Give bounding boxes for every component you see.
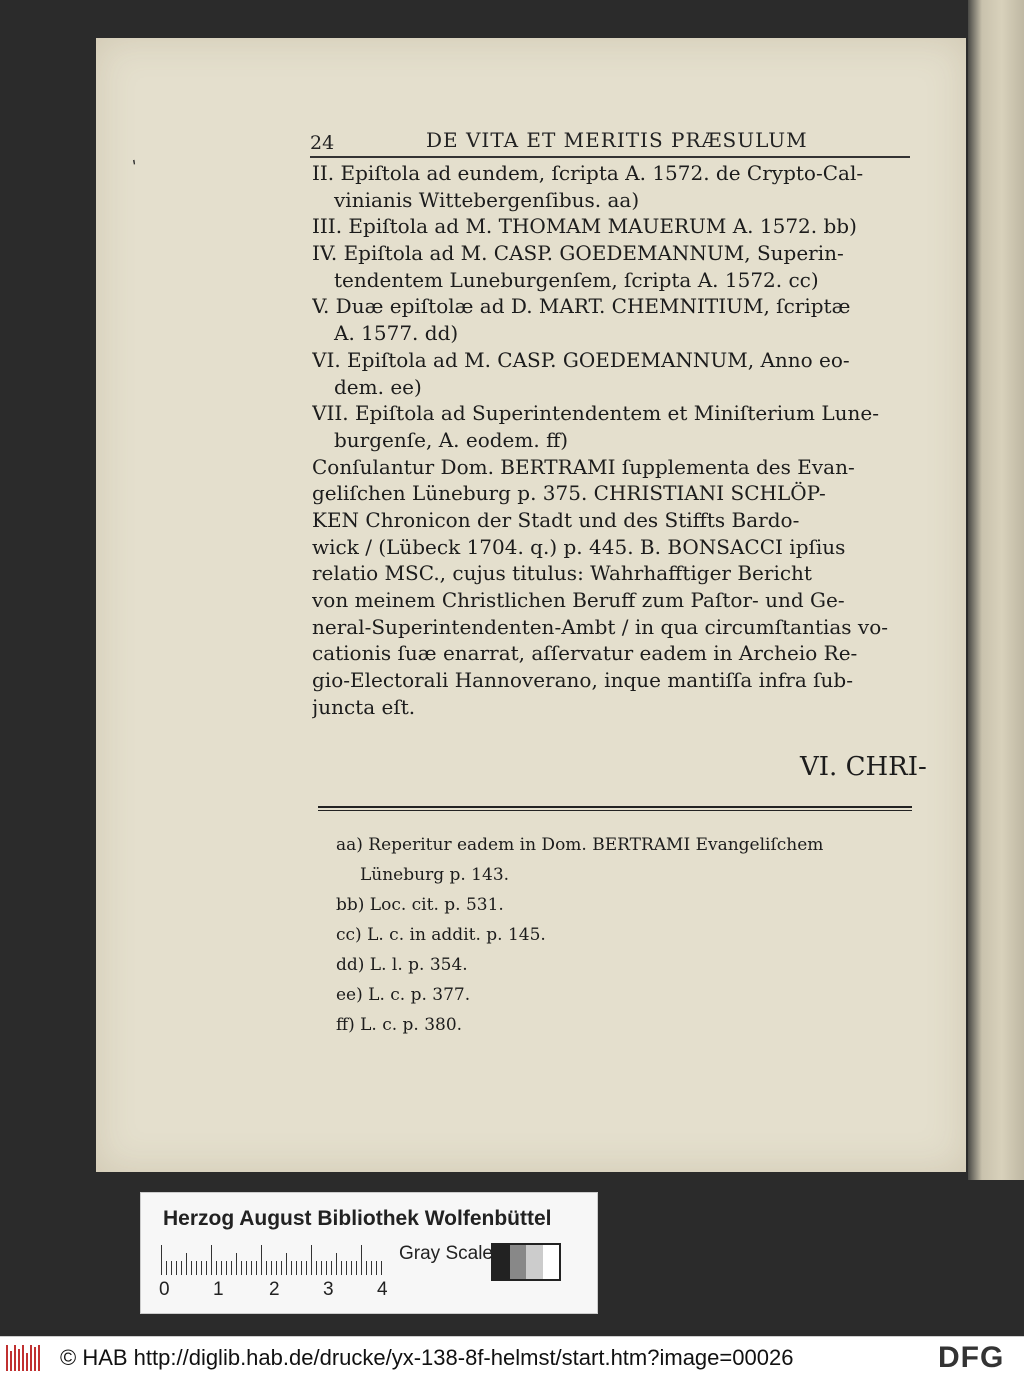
catchword: VI. CHRI- (800, 752, 927, 782)
ruler-tick (206, 1261, 207, 1275)
text-line: juncta eſt. (312, 694, 416, 719)
text-line: V. Duæ epiſtolæ ad D. MART. CHEMNITIUM, ſcriptæ (312, 294, 851, 319)
text-line: von meinem Christlichen Beruff zum Paſtor- und Ge- (312, 588, 845, 612)
ink-mark: ʹ (130, 157, 143, 180)
header-rule (310, 156, 910, 158)
footer-bar (0, 1336, 1024, 1379)
ruler-tick (311, 1245, 312, 1275)
ruler-tick (361, 1245, 362, 1275)
text-line: A. 1577. dd) (334, 321, 459, 346)
ruler-tick (241, 1261, 242, 1275)
footnotes (336, 830, 916, 1040)
ruler-label: 4 (377, 1279, 388, 1300)
ruler-tick (316, 1261, 317, 1275)
footnote: cc) L. c. in addit. p. 145. (336, 925, 546, 945)
ruler-tick (181, 1261, 182, 1275)
ruler-label: 3 (323, 1279, 334, 1300)
text-line: neral-Superintendenten-Ambt / in qua circumſtantias vo- (312, 614, 889, 639)
ruler-tick (296, 1261, 297, 1275)
text-line: cationis ſuæ enarrat, aſſervatur eadem in Archeio Re- (312, 641, 858, 666)
text-line: KEN Chronicon der Stadt und des Stiffts Bardo- (312, 507, 800, 532)
footnote: aa) Reperitur eadem in Dom. BERTRAMI Evangeliſchem (336, 835, 824, 855)
footnote: ff) L. c. p. 380. (336, 1015, 463, 1035)
ruler-tick (171, 1261, 172, 1275)
ruler-tick (251, 1261, 252, 1275)
ruler-tick (376, 1261, 377, 1275)
gray-scale-swatches (491, 1243, 561, 1281)
ruler-tick (231, 1261, 232, 1275)
ruler-tick (236, 1253, 237, 1275)
gray-swatch (493, 1245, 510, 1279)
ruler-tick (176, 1261, 177, 1275)
ruler-tick (331, 1261, 332, 1275)
page-number: 24 (310, 132, 335, 154)
ruler-tick (301, 1261, 302, 1275)
ruler-tick (246, 1261, 247, 1275)
ruler-tick (276, 1261, 277, 1275)
ruler-tick (211, 1245, 212, 1275)
text-line: burgenſe, A. eodem. ff) (334, 427, 569, 452)
ruler-tick (306, 1261, 307, 1275)
text-line: relatio MSC., cujus titulus: Wahrhafftiger Bericht (312, 561, 812, 586)
gray-scale-label: Gray Scale (399, 1243, 493, 1264)
ruler-tick (261, 1245, 262, 1275)
ruler-tick (191, 1261, 192, 1275)
ruler-tick (201, 1261, 202, 1275)
ruler-tick (281, 1261, 282, 1275)
gray-swatch (526, 1245, 543, 1279)
ruler-tick (221, 1261, 222, 1275)
text-line: IV. Epiſtola ad M. CASP. GOEDEMANNUM, Superin- (312, 241, 844, 266)
body-text (312, 160, 912, 720)
ruler-tick (256, 1261, 257, 1275)
color-scale-card (140, 1192, 598, 1314)
ruler-tick (286, 1253, 287, 1275)
footnote-rule (318, 806, 912, 808)
ruler-labels (153, 1279, 403, 1303)
ruler-tick (341, 1261, 342, 1275)
ruler-label: 1 (213, 1279, 224, 1300)
ruler-tick (326, 1261, 327, 1275)
ruler-tick (291, 1261, 292, 1275)
source-url[interactable]: © HAB http://diglib.hab.de/drucke/yx-138-8f-helmst/start.htm?image=00026 (60, 1345, 794, 1370)
footnote-rule-thin (318, 810, 912, 811)
ruler-tick (216, 1261, 217, 1275)
ruler-tick (381, 1261, 382, 1275)
ruler-label: 0 (159, 1279, 170, 1300)
ruler-tick (266, 1261, 267, 1275)
dfg-logo: DFG (938, 1341, 1005, 1374)
gray-swatch (510, 1245, 527, 1279)
gray-swatch (543, 1245, 560, 1279)
ruler-tick (226, 1261, 227, 1275)
ruler-tick (336, 1253, 337, 1275)
text-line: III. Epiſtola ad M. THOMAM MAUERUM A. 1572. bb) (312, 214, 857, 239)
ruler-label: 2 (269, 1279, 280, 1300)
page-header (310, 124, 910, 154)
text-line: geliſchen Lüneburg p. 375. CHRISTIANI SCHLÖP- (312, 481, 826, 506)
footnote: bb) Loc. cit. p. 531. (336, 895, 504, 915)
ruler-tick (271, 1261, 272, 1275)
ruler-tick (161, 1245, 162, 1275)
hab-barcode-icon (6, 1345, 46, 1371)
ruler-tick (346, 1261, 347, 1275)
ruler-tick (321, 1261, 322, 1275)
text-line: dem. ee) (334, 374, 422, 399)
text-line: Conſulantur Dom. BERTRAMI ſupplementa des Evan- (312, 454, 855, 479)
library-name: Herzog August Bibliothek Wolfenbüttel (163, 1207, 552, 1230)
ruler-tick (371, 1261, 372, 1275)
adjacent-page-edge (968, 0, 1024, 1180)
running-head: DE VITA ET MERITIS PRÆSULUM (426, 128, 808, 152)
ruler-tick (196, 1261, 197, 1275)
ruler-tick (356, 1261, 357, 1275)
ruler-tick (351, 1261, 352, 1275)
text-line: II. Epiſtola ad eundem, ſcripta A. 1572. de Crypto-Cal- (312, 161, 864, 185)
text-line: tendentem Luneburgenſem, ſcripta A. 1572. cc) (334, 267, 819, 292)
footnote: ee) L. c. p. 377. (336, 985, 471, 1005)
text-line: wick / (Lübeck 1704. q.) p. 445. B. BONSACCI ipſius (312, 534, 846, 559)
ruler (161, 1245, 381, 1275)
footnote: dd) L. l. p. 354. (336, 955, 468, 975)
text-line: VII. Epiſtola ad Superintendentem et Miniſterium Lune- (312, 401, 879, 426)
ruler-tick (366, 1261, 367, 1275)
ruler-tick (166, 1261, 167, 1275)
text-line: vinianis Wittebergenſibus. aa) (334, 187, 640, 212)
text-line: VI. Epiſtola ad M. CASP. GOEDEMANNUM, Anno eo- (312, 347, 850, 372)
ruler-tick (186, 1253, 187, 1275)
text-line: gio-Electorali Hannoverano, inque mantiſſa infra ſub- (312, 668, 853, 693)
footnote-continuation: Lüneburg p. 143. (360, 865, 510, 885)
